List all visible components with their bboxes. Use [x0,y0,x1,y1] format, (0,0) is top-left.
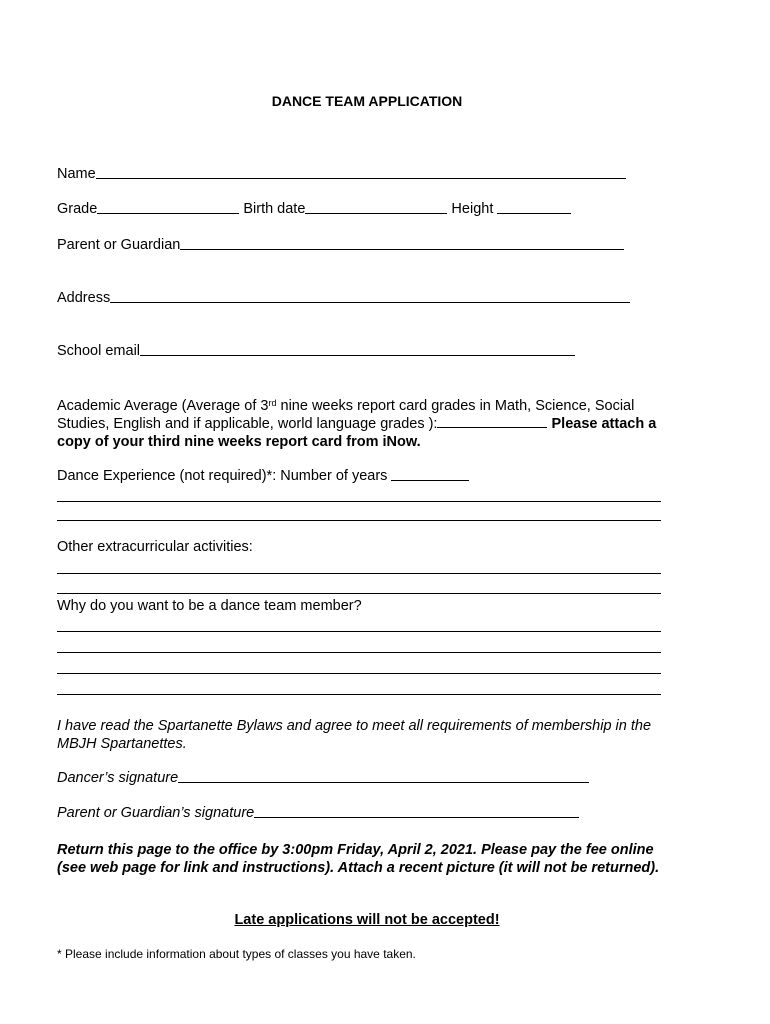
report-card-instruction: Please attach a copy of your third nine weeks report card from iNow. [57,416,657,450]
dancer-signature-label: Dancer’s signature [57,770,179,786]
email-blank[interactable] [140,354,575,356]
academic-average-blank[interactable] [437,426,547,428]
extracurricular-line-2[interactable] [57,593,661,594]
dancer-signature-blank[interactable] [178,781,589,783]
academic-text-post: nine weeks report card grades in Math, Science, Social Studies, English and if applicable, world language grades ): [57,398,635,432]
grade-blank[interactable] [97,212,239,214]
academic-text-pre: Academic Average (Average of 3 [57,398,269,414]
why-line-3[interactable] [57,673,661,674]
years-blank[interactable] [391,479,469,481]
academic-average-paragraph [57,397,687,451]
address-field[interactable] [57,290,630,306]
parent-signature-blank[interactable] [254,816,579,818]
dance-experience-field[interactable] [57,468,469,484]
form-title: DANCE TEAM APPLICATION [271,93,463,109]
parent-signature-field[interactable] [57,805,579,821]
extracurricular-line-1[interactable] [57,573,661,574]
grade-birth-height-row [57,201,571,217]
name-label: Name [57,166,96,182]
dance-experience-line-2[interactable] [57,520,661,521]
footnote: * Please include information about types of classes you have taken. [57,947,416,961]
late-notice: Late applications will not be accepted! [234,912,500,928]
birth-date-label: Birth date [239,201,306,217]
extracurricular-label: Other extracurricular activities: [57,539,253,555]
why-label: Why do you want to be a dance team member? [57,598,362,614]
parent-signature-label: Parent or Guardian’s signature [57,805,255,821]
height-blank[interactable] [497,212,571,214]
parent-label: Parent or Guardian [57,237,181,253]
dance-experience-label: Dance Experience (not required)*: Number of years [57,468,392,484]
email-label: School email [57,343,141,359]
why-line-1[interactable] [57,631,661,632]
name-blank[interactable] [96,177,626,179]
agreement-statement: I have read the Spartanette Bylaws and agree to meet all requirements of membership in the MBJH Spartanettes. [57,718,652,752]
birth-date-blank[interactable] [305,212,447,214]
why-line-2[interactable] [57,652,661,653]
parent-blank[interactable] [180,248,624,250]
height-label: Height [447,201,498,217]
why-line-4[interactable] [57,694,661,695]
academic-sup: rd [268,398,277,408]
dancer-signature-field[interactable] [57,770,589,786]
parent-field[interactable] [57,237,624,253]
address-blank[interactable] [110,301,630,303]
name-field[interactable] [57,166,626,182]
email-field[interactable] [57,343,575,359]
address-label: Address [57,290,111,306]
grade-label: Grade [57,201,98,217]
dance-experience-line-1[interactable] [57,501,661,502]
return-instructions: Return this page to the office by 3:00pm Friday, April 2, 2021. Please pay the fee online (see web page for link and instructions). Attach a recent picture (it will not be returned). [57,842,660,876]
